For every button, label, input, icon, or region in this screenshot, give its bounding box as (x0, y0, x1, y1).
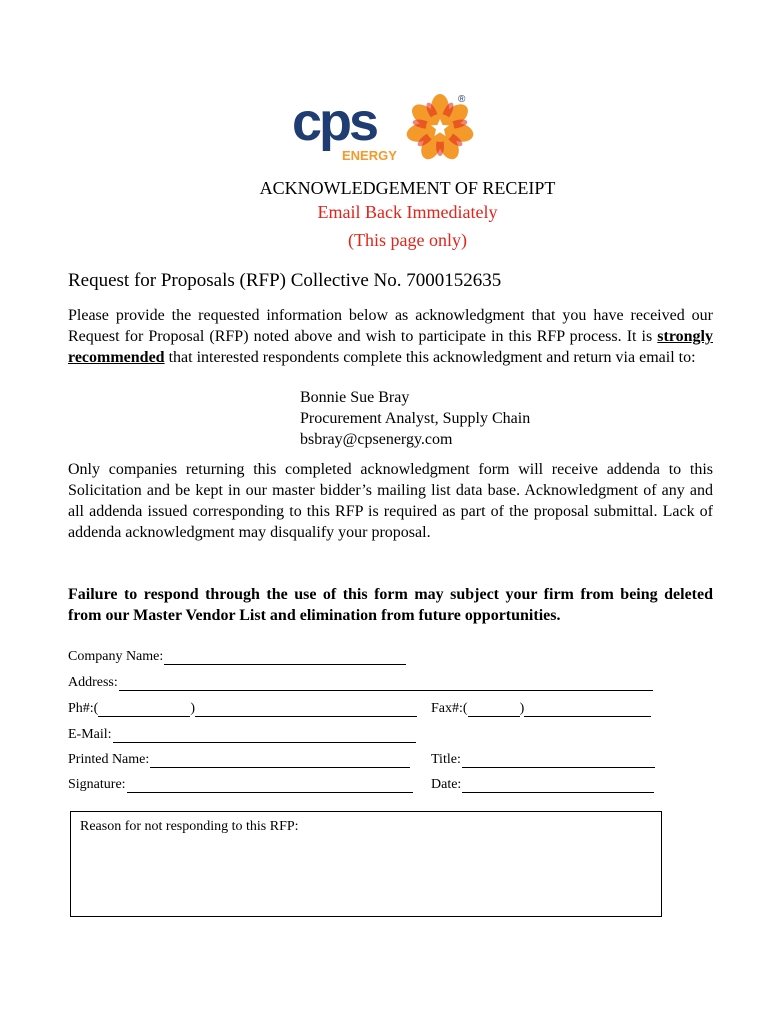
address-input-line[interactable] (119, 676, 653, 691)
printed-name-field[interactable] (68, 752, 410, 768)
phone-close-paren: ) (190, 701, 196, 716)
email-field[interactable] (68, 727, 416, 743)
company-name-label: Company Name: (68, 649, 164, 664)
address-field[interactable] (68, 675, 653, 691)
phone-area-code-line[interactable] (98, 702, 190, 717)
printed-name-input-line[interactable] (150, 753, 410, 768)
title-field[interactable] (431, 752, 655, 768)
fax-field[interactable] (431, 701, 651, 717)
fax-label: Fax#:( (431, 701, 468, 716)
phone-number-line[interactable] (195, 702, 417, 717)
logo-wordmark: cps (292, 92, 377, 152)
signature-label: Signature: (68, 777, 126, 792)
date-input-line[interactable] (462, 778, 654, 793)
warning-paragraph: Failure to respond through the use of this form may subject your firm from being deleted from our Master Vendor List and elimination from future opportunities. (68, 586, 713, 624)
addenda-paragraph: Only companies returning this completed acknowledgment form will receive addenda to this Solicitation and be kept in our master bidder’s mailing list data base. Acknowledgment of any and all addenda issued corresponding to this RFP is required as part of the proposal submittal. Lack of addenda acknowledgment may disqualify your proposal. (68, 461, 713, 541)
intro-text-2: that interested respondents complete this acknowledgment and return via email to: (164, 349, 696, 366)
logo-subtext: ENERGY (342, 148, 397, 163)
address-label: Address: (68, 675, 118, 690)
contact-title: Procurement Analyst, Supply Chain (300, 410, 531, 427)
page-only-subtitle: (This page only) (348, 230, 467, 250)
signature-field[interactable] (68, 777, 413, 793)
reason-textbox[interactable] (70, 811, 662, 917)
email-back-subtitle: Email Back Immediately (317, 202, 498, 222)
intro-emphasis: strongly recommended (68, 328, 713, 366)
intro-paragraph (68, 305, 713, 368)
title-label: Title: (431, 752, 461, 767)
company-name-field[interactable] (68, 649, 406, 665)
fax-area-code-line[interactable] (468, 702, 520, 717)
rfp-number-heading: Request for Proposals (RFP) Collective No. 7000152635 (68, 270, 502, 291)
company-name-input-line[interactable] (164, 650, 406, 665)
printed-name-label: Printed Name: (68, 752, 150, 767)
fax-number-line[interactable] (524, 702, 651, 717)
reason-label: Reason for not responding to this RFP: (80, 819, 299, 834)
email-label: E-Mail: (68, 727, 112, 742)
registered-mark: ® (458, 94, 466, 105)
fax-close-paren: ) (519, 701, 525, 716)
title-input-line[interactable] (462, 753, 655, 768)
cps-energy-logo (292, 92, 478, 164)
phone-field[interactable] (68, 701, 417, 717)
intro-text-1: Please provide the requested information below as acknowledgment that you have received our Request for Proposal (RFP) noted above and wish to participate in this RFP process. It is (68, 307, 713, 345)
date-label: Date: (431, 777, 462, 792)
signature-input-line[interactable] (127, 778, 413, 793)
page-title: ACKNOWLEDGEMENT OF RECEIPT (259, 178, 556, 198)
email-input-line[interactable] (113, 728, 416, 743)
contact-name: Bonnie Sue Bray (300, 389, 410, 406)
phone-label: Ph#:( (68, 701, 99, 716)
contact-email[interactable]: bsbray@cpsenergy.com (300, 431, 453, 448)
date-field[interactable] (431, 777, 654, 793)
